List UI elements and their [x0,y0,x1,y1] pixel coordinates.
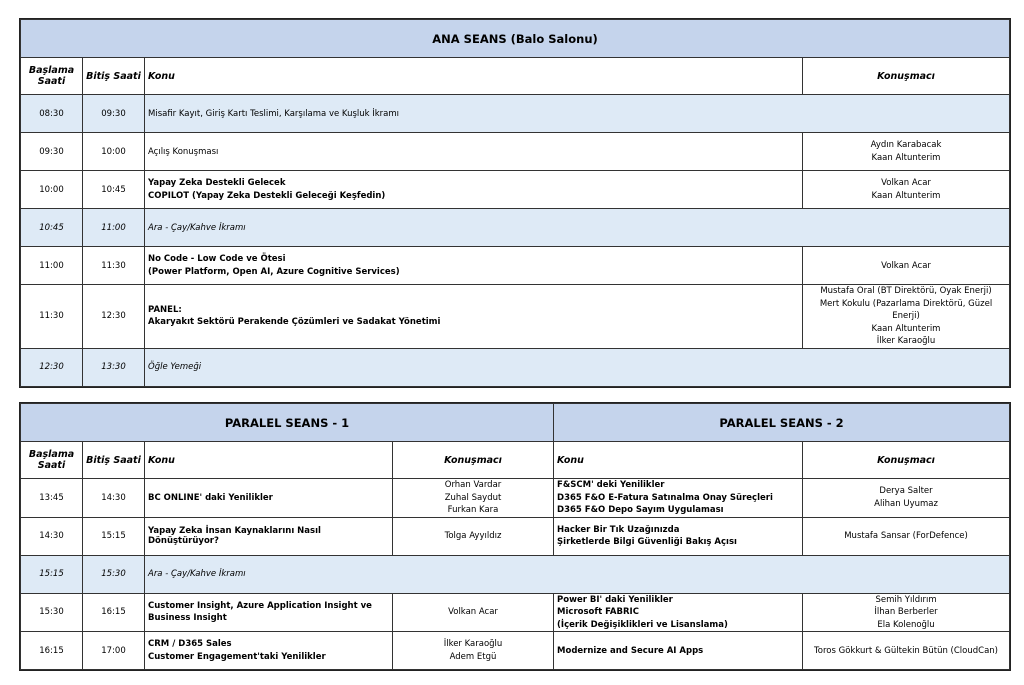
start-time: 09:30 [21,133,83,171]
table-row [21,555,1010,593]
topic-1: Yapay Zeka İnsan Kaynaklarını Nasıl Dönüştürüyor? [145,517,393,555]
table-row [21,209,1010,247]
speaker: Volkan Acar [803,247,1010,285]
header-topic-2: Konu [554,442,803,479]
speaker: İlhan Berberler [874,607,938,617]
topic-line: Power BI' daki Yenilikler [557,594,673,605]
table-row [21,348,1010,386]
end-time: 15:30 [83,555,145,593]
header-topic-1: Konu [145,442,393,479]
topic-line: Hacker Bir Tık Uzağınızda [557,524,680,535]
speakers [803,285,1010,349]
end-time: 11:30 [83,247,145,285]
table-row [21,632,1010,670]
topic [145,247,803,285]
start-time: 14:30 [21,517,83,555]
end-time: 09:30 [83,95,145,133]
topic-line: D365 F&O Depo Sayım Uygulaması [557,505,724,515]
end-time: 17:00 [83,632,145,670]
speakers [803,171,1010,209]
speaker: Volkan Acar [881,178,931,188]
header-speaker: Konuşmacı [803,58,1010,95]
main-session-title: ANA SEANS (Balo Salonu) [21,20,1010,58]
end-time: 13:30 [83,348,145,386]
topic: Misafir Kayıt, Giriş Kartı Teslimi, Karşılama ve Kuşluk İkramı [145,95,1010,133]
speaker: Kaan Altunterim [871,323,941,334]
header-end-time: Bitiş Saati [83,442,145,479]
header-topic: Konu [145,58,803,95]
topic-line: Akaryakıt Sektörü Perakende Çözümleri ve Sadakat Yönetimi [148,317,441,328]
table-row [21,95,1010,133]
header-start-time: Başlama Saati [21,442,83,479]
topic-line: PANEL: [148,304,182,315]
end-time: 15:15 [83,517,145,555]
speaker: Semih Yıldırım [875,594,937,605]
speaker: Ela Kolenoğlu [877,619,935,630]
table-row [21,517,1010,555]
topic-line: Microsoft FABRIC [557,607,639,617]
speaker: Mert Kokulu (Pazarlama Direktörü, Güzel Enerji) [819,298,993,321]
topic [145,285,803,349]
start-time: 08:30 [21,95,83,133]
end-time: 10:00 [83,133,145,171]
topic-line: Customer Engagement'taki Yenilikler [148,651,326,662]
topic-line: D365 F&O E-Fatura Satınalma Onay Süreçleri [557,492,773,503]
speakers [803,133,1010,171]
start-time: 15:30 [21,593,83,632]
topic-line: COPILOT (Yapay Zeka Destekli Geleceği Keşfedin) [148,190,386,201]
start-time: 10:45 [21,209,83,247]
table-row [21,247,1010,285]
header-start-time: Başlama Saati [21,58,83,95]
start-time: 10:00 [21,171,83,209]
speakers-1 [393,632,554,670]
table-row [21,479,1010,518]
topic-line: Customer Insight, Azure Application Insight ve [148,600,372,611]
speaker: Furkan Kara [447,505,499,515]
header-end-time: Bitiş Saati [83,58,145,95]
topic-line: Yapay Zeka Destekli Gelecek [148,178,286,188]
speaker-1: Volkan Acar [393,593,554,632]
break-label: Ara - Çay/Kahve İkramı [145,555,1010,593]
topic-1 [145,632,393,670]
start-time: 12:30 [21,348,83,386]
end-time: 16:15 [83,593,145,632]
topic-1 [145,593,393,632]
parallel-session-1-title: PARALEL SEANS - 1 [21,404,554,442]
speaker-1: Tolga Ayyıldız [393,517,554,555]
topic-line: No Code - Low Code ve Ötesi [148,254,286,264]
end-time: 11:00 [83,209,145,247]
start-time: 11:30 [21,285,83,349]
topic-line: (İçerik Değişiklikleri ve Lisanslama) [557,619,728,630]
start-time: 16:15 [21,632,83,670]
topic: Ara - Çay/Kahve İkramı [145,209,1010,247]
topic-line: (Power Platform, Open AI, Azure Cognitive Services) [148,266,400,277]
topic-line: Business Insight [148,613,227,624]
speakers-2 [803,593,1010,632]
start-time: 11:00 [21,247,83,285]
table-row [21,171,1010,209]
topic-2 [554,517,803,555]
topic: Açılış Konuşması [145,133,803,171]
speaker: Adem Etgü [449,651,497,662]
topic-2: Modernize and Secure AI Apps [554,632,803,670]
topic-2 [554,479,803,518]
parallel-session-table [20,403,1010,670]
start-time: 13:45 [21,479,83,518]
topic-line: CRM / D365 Sales [148,639,232,649]
speaker: Derya Salter [879,486,933,497]
speaker: Zuhal Saydut [444,492,502,503]
topic-2 [554,593,803,632]
topic-1: BC ONLINE' daki Yenilikler [145,479,393,518]
topic-line: F&SCM' deki Yenilikler [557,480,665,490]
speaker: Orhan Vardar [444,480,502,490]
speaker: İlker Karaoğlu [876,336,936,346]
header-speaker-1: Konuşmacı [393,442,554,479]
start-time: 15:15 [21,555,83,593]
end-time: 14:30 [83,479,145,518]
end-time: 10:45 [83,171,145,209]
speaker: Kaan Altunterim [871,190,941,201]
header-speaker-2: Konuşmacı [803,442,1010,479]
speakers-1 [393,479,554,518]
topic-line: Şirketlerde Bilgi Güvenliği Bakış Açısı [557,537,737,547]
parallel-session-2-title: PARALEL SEANS - 2 [554,404,1010,442]
speaker-2: Toros Gökkurt & Gültekin Bütün (CloudCan) [803,632,1010,670]
table-row [21,593,1010,632]
speaker-2: Mustafa Sansar (ForDefence) [803,517,1010,555]
topic [145,171,803,209]
speaker: Aydın Karabacak [870,140,942,150]
table-row [21,285,1010,349]
speakers-2 [803,479,1010,518]
speaker: Kaan Altunterim [871,152,941,163]
speaker: Alihan Uyumaz [874,498,938,509]
end-time: 12:30 [83,285,145,349]
topic: Öğle Yemeği [145,348,1010,386]
main-session-table [20,19,1010,387]
table-row [21,133,1010,171]
speaker: Mustafa Oral (BT Direktörü, Oyak Enerji) [820,286,992,296]
speaker: İlker Karaoğlu [443,639,503,649]
